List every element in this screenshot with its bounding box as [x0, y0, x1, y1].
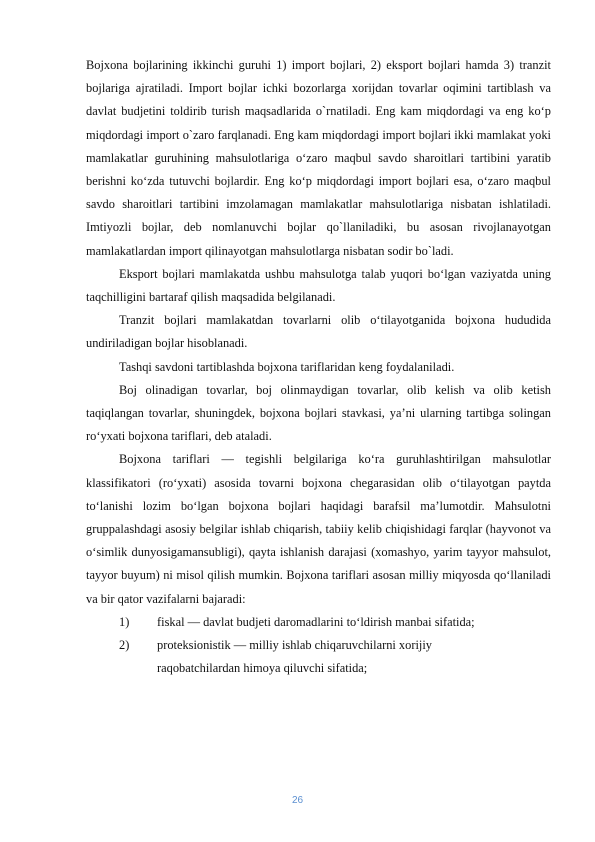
list-item-protectionist [86, 634, 551, 680]
paragraph-transit-duties: Tranzit bojlari mamlakatdan tovarlarni olib o‘tilayotganida bojxona hududida undiriladigan bojlar hisoblanadi. [86, 313, 551, 351]
list-number: 1) [119, 614, 130, 629]
list-item-text: proteksionistik — milliy ishlab chiqaruvchilarni xorijiy [157, 638, 432, 653]
page-body [86, 54, 551, 680]
paragraph-foreign-trade: Tashqi savdoni tartiblashda bojxona tariflaridan keng foydalaniladi. [119, 359, 455, 374]
list-number: 2) [119, 638, 130, 653]
paragraph-duty-groups: Bojxona bojlarining ikkinchi guruhi 1) import bojlari, 2) eksport bojlari hamda 3) tranzit bojlariga ajratiladi. Import bojlar ichki bozorlarga xorijdan tovarlar oqimini tartiblash va davlat budjetini toldirib turish maqsadlarida o`rnatiladi. Eng kam miqdordagi va eng ko‘p miqdordagi import o`zaro farqlanadi. Eng kam miqdordagi import bojlari ikki mamlakat yoki mamlakatlar guruhining mahsulotlariga o‘zaro maqbul savdo sharoitlari tartibini yaratib berishni ko‘zda tutuvchi bojlardir. Eng ko‘p miqdordagi import bojlari esa, o‘zaro maqbul savdo sharoitlari tartibini imzolamagan mamlakatlar mahsulotlariga nisbatan ishlatiladi. Imtiyozli bojlar, deb nomlanuvchi bojlar qo`llaniladiki, bu asosan rivojlanayotgan mamlakatlardan import qilinayotgan mahsulotlarga nisbatan sodir bo`ladi. [86, 58, 551, 258]
list-item-text: fiskal — davlat budjeti daromadlarini to‘ldirish manbai sifatida; [157, 614, 475, 629]
paragraph-customs-tariffs-definition: Boj olinadigan tovarlar, boj olinmaydigan tovarlar, olib kelish va olib ketish taqiqlangan tovarlar, shuningdek, bojxona bojlari stavkasi, ya’ni ularning tartibga solingan ro‘yxati bojxona tariflari, deb ataladi. [86, 382, 551, 444]
list-item-fiscal [86, 611, 551, 634]
paragraph-export-duties: Eksport bojlari mamlakatda ushbu mahsulotga talab yuqori bo‘lgan vaziyatda uning taqchilligini bartaraf qilish maqsadida belgilanadi. [86, 266, 551, 305]
page-number: 26 [291, 795, 304, 806]
paragraph-customs-tariffs-details: Bojxona tariflari — tegishli belgilariga ko‘ra guruhlashtirilgan mahsulotlar klassifikatori (ro‘yxati) asosida tovarni bojxona chegarasidan olib o‘tilayotgan paytda to‘lanishi lozim bo‘lgan bojxona bojlari haqidagi barafsil ma’lumotdir. Mahsulotni gruppalashdagi asosiy belgilar ishlab chiqarish, tabiiy kelib chiqishidagi farqlar (hayvonot va o‘simlik dunyosigamansubligi), qayta ishlanish darajasi (xomashyo, yarim tayyor mahsulot, tayyor buyum) ni misol qilish mumkin. Bojxona tariflari asosan milliy miqyosda qo‘llaniladi va bir qator vazifalarni bajaradi: [86, 452, 551, 606]
list-item-text-continued: raqobatchilardan himoya qiluvchi sifatida; [157, 661, 368, 676]
